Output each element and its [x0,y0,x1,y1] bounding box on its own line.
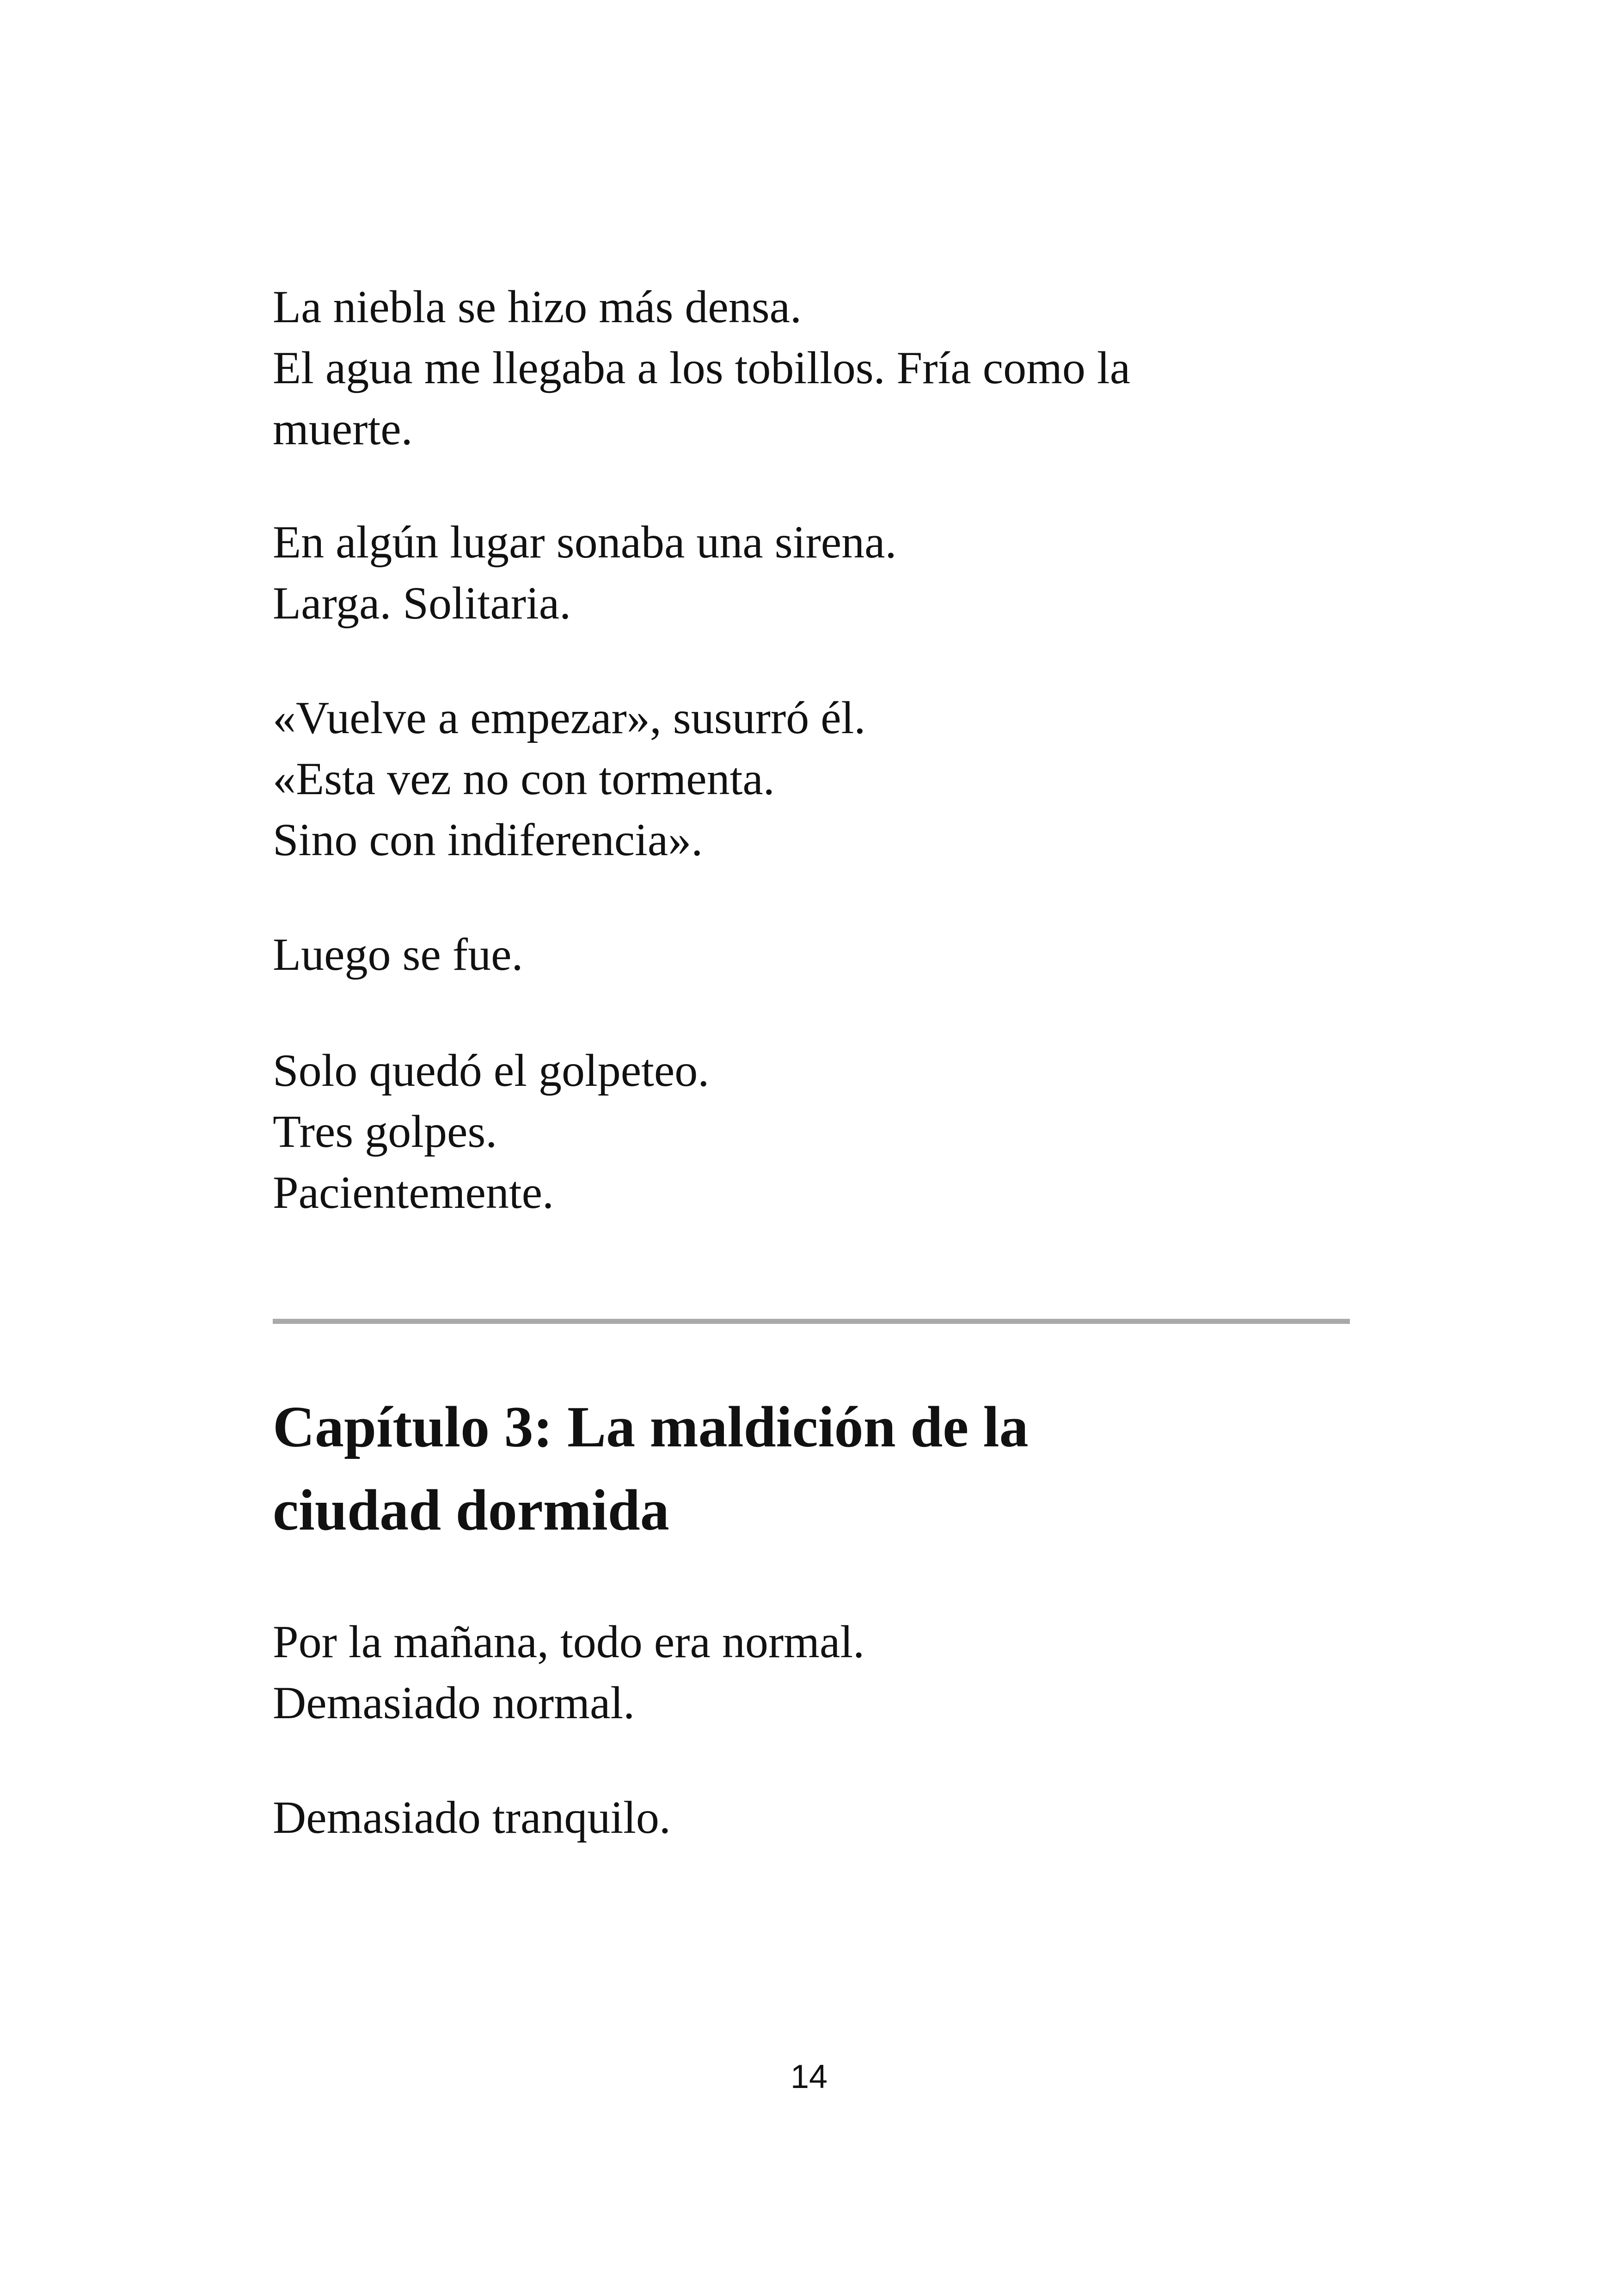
text-line: «Esta vez no con tormenta. [273,753,775,804]
paragraph [273,512,1364,634]
paragraph [273,687,1364,870]
text-line: Larga. Solitaria. [273,577,571,629]
text-line: Sino con indiferencia». [273,814,703,865]
text-line: «Vuelve a empezar», susurró él. [273,692,866,743]
text-line: El agua me llegaba a los tobillos. Fría como la [273,342,1131,393]
section-divider [273,1319,1350,1324]
paragraph [273,924,1364,985]
text-line: Demasiado normal. [273,1677,635,1728]
paragraph [273,1611,1364,1733]
heading-line: ciudad dormida [273,1478,669,1543]
chapter-heading [273,1386,1382,1552]
paragraph [273,1787,1364,1848]
text-line: muerte. [273,403,413,454]
text-line: En algún lugar sonaba una sirena. [273,516,897,568]
text-line: Demasiado tranquilo. [273,1792,671,1843]
text-line: Solo quedó el golpeteo. [273,1045,710,1096]
text-line: La niebla se hizo más densa. [273,281,802,332]
text-line: Luego se fue. [273,929,523,980]
text-line: Pacientemente. [273,1167,554,1218]
text-line: Por la mañana, todo era normal. [273,1616,865,1667]
paragraph [273,1040,1364,1223]
heading-line: Capítulo 3: La maldición de la [273,1395,1029,1459]
text-line: Tres golpes. [273,1106,497,1157]
paragraph [273,276,1364,459]
page-number: 14 [790,2058,828,2095]
